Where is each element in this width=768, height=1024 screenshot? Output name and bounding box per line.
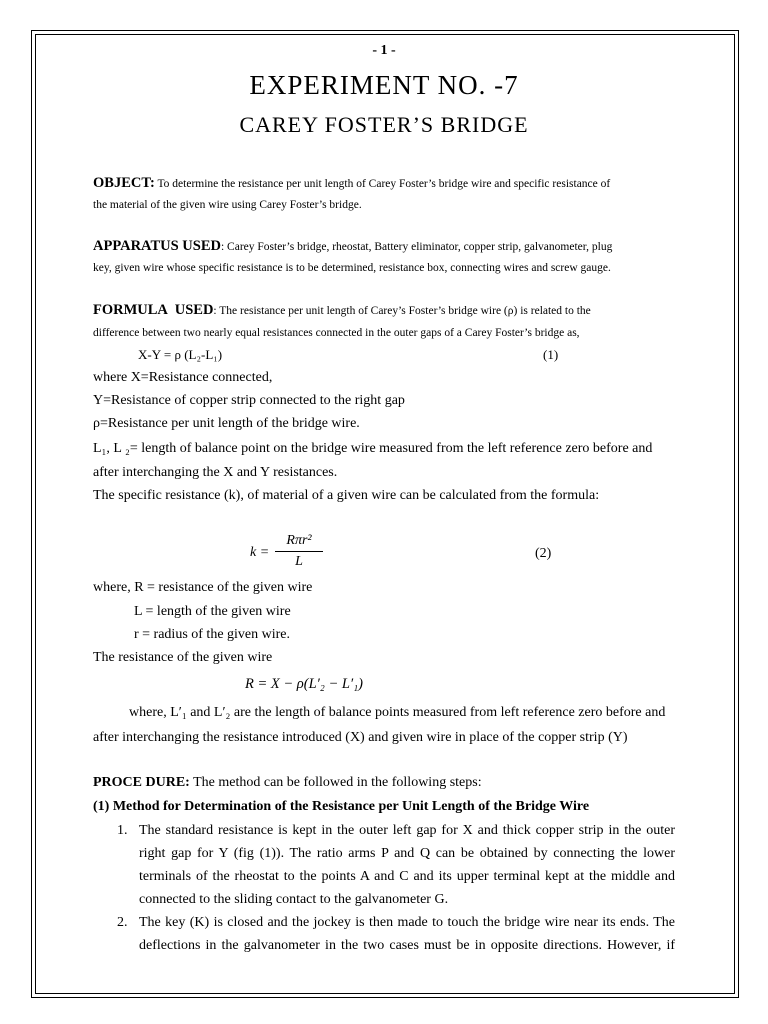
procedure-item-2-line-1: The key (K) is closed and the jockey is then made to touch the bridge wire near its ends. The bbox=[139, 915, 675, 930]
procedure-intro: The method can be followed in the following steps: bbox=[189, 775, 482, 790]
object-text-1: To determine the resistance per unit length of Carey Foster’s bridge wire and specific resistance of bbox=[154, 178, 611, 190]
procedure-item-1-number: 1. bbox=[117, 823, 128, 838]
where-y: Y=Resistance of copper strip connected to the right gap bbox=[93, 393, 405, 408]
equation-2-fraction bbox=[275, 533, 323, 570]
where-interchange: after interchanging the X and Y resistances. bbox=[93, 465, 338, 480]
resistance-of-wire-text: The resistance of the given wire bbox=[93, 650, 273, 665]
specific-resistance-text: The specific resistance (k), of material of a given wire can be calculated from the formula: bbox=[93, 488, 600, 503]
where-l1-l2: L₁, L ₂= length of balance point on the bridge wire measured from the left reference zero before and bbox=[93, 441, 653, 456]
procedure-item-1-line-1: The standard resistance is kept in the outer left gap for X and thick copper strip in the outer bbox=[139, 823, 675, 838]
equation-2-numerator: Rπr² bbox=[275, 533, 323, 552]
page-number: - 1 - bbox=[372, 43, 396, 58]
formula-text-2: difference between two nearly equal resistances connected in the outer gaps of a Carey Foster’s bridge as, bbox=[93, 327, 580, 339]
def-r-resistance: where, R = resistance of the given wire bbox=[93, 580, 313, 595]
formula-heading: FORMULA USED bbox=[93, 302, 214, 318]
equation-2-denominator: L bbox=[295, 554, 303, 569]
procedure-item-2-line-2: deflections in the galvanometer in the two cases must be in opposite directions. However, if bbox=[139, 938, 675, 953]
experiment-subtitle: CAREY FOSTER’S BRIDGE bbox=[239, 112, 529, 137]
apparatus-line-1 bbox=[93, 238, 612, 255]
equation-3: R = X − ρ(L′₂ − L′₁) bbox=[245, 676, 363, 692]
apparatus-heading: APPARATUS USED bbox=[93, 238, 221, 254]
procedure-subheading: (1) Method for Determination of the Resistance per Unit Length of the Bridge Wire bbox=[93, 799, 590, 814]
where-balance-points-2: after interchanging the resistance introduced (X) and given wire in place of the copper strip (Y) bbox=[93, 730, 628, 745]
object-line-1 bbox=[93, 175, 610, 192]
where-balance-points: where, L′₁ and L′₂ are the length of balance points measured from left reference zero before and bbox=[129, 705, 666, 720]
object-heading: OBJECT: bbox=[93, 175, 155, 191]
def-l-length: L = length of the given wire bbox=[134, 604, 291, 619]
procedure-item-2-number: 2. bbox=[117, 915, 128, 930]
equation-2-lhs: k = bbox=[250, 545, 270, 560]
equation-2-number: (2) bbox=[535, 546, 552, 561]
formula-text-1: : The resistance per unit length of Carey’s Foster’s bridge wire (ρ) is related to the bbox=[213, 305, 591, 317]
procedure-item-1-line-2: right gap for Y (fig (1)). The ratio arms P and Q can be obtained by connecting the lower bbox=[139, 846, 675, 861]
apparatus-text-2: key, given wire whose specific resistance is to be determined, resistance box, connecting wires and screw gauge. bbox=[93, 262, 611, 274]
object-text-2: the material of the given wire using Carey Foster’s bridge. bbox=[93, 199, 362, 211]
procedure-heading: PROCE DURE: bbox=[93, 775, 190, 790]
formula-line-1 bbox=[93, 302, 591, 319]
procedure-line bbox=[93, 775, 482, 791]
where-x: where X=Resistance connected, bbox=[93, 370, 273, 385]
procedure-item-1-line-4: connected to the sliding contact to the galvanometer G. bbox=[139, 892, 449, 907]
equation-1: X-Y = ρ (L₂-L₁) bbox=[138, 347, 223, 362]
def-r-radius: r = radius of the given wire. bbox=[134, 627, 291, 642]
procedure-item-1-line-3: terminals of the rheostat to the points A and C and its upper terminal kept at the middle and bbox=[139, 869, 675, 884]
experiment-title: EXPERIMENT NO. -7 bbox=[249, 70, 519, 100]
apparatus-text-1: : Carey Foster’s bridge, rheostat, Battery eliminator, copper strip, galvanometer, plug bbox=[220, 241, 613, 253]
where-rho: ρ=Resistance per unit length of the bridge wire. bbox=[93, 416, 360, 431]
equation-1-number: (1) bbox=[543, 347, 559, 362]
